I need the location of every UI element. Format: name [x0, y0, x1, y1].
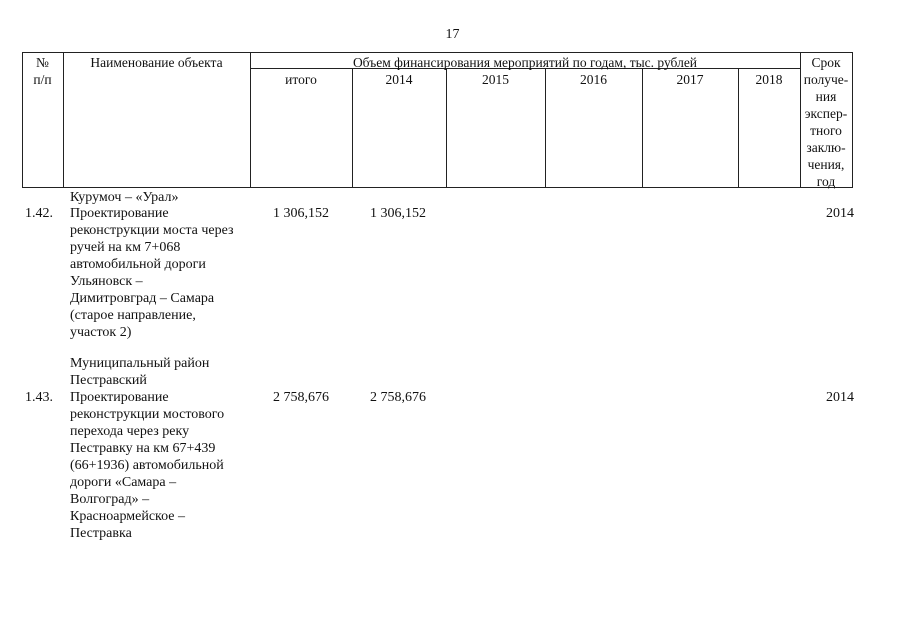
- header-name-col: Наименование объекта: [90, 55, 223, 70]
- row-1-42-term: 2014: [826, 206, 854, 221]
- row-1-43-total: 2 758,676: [273, 390, 329, 405]
- row-1-43-term: 2014: [826, 390, 854, 405]
- header-term-col: Срок получе- ния экспер- тного заклю- чения, год: [803, 55, 849, 189]
- row-1-42-num: 1.42.: [25, 206, 53, 221]
- header-year-2018: 2018: [755, 72, 783, 87]
- row-1-43-2014: 2 758,676: [370, 390, 426, 405]
- row-1-42-name: Проектирование реконструкции моста через ручей на км 7+068 автомобильной дороги Ульяновск – Димитровград – Самара (старое направление, участок 2): [70, 206, 234, 340]
- header-top-border: [22, 52, 852, 53]
- row-1-43-pre-text: Муниципальный район Пестравский: [70, 356, 210, 388]
- row-1-42-2014: 1 306,152: [370, 206, 426, 221]
- row-1-43-num: 1.43.: [25, 390, 53, 405]
- row-1-43-name: Проектирование реконструкции мостового перехода через реку Пестравку на км 67+439 (66+1936) автомобильной дороги «Самара – Волгоград» – Красноармейское – Пестравка: [70, 390, 225, 541]
- header-year-2016: 2016: [580, 72, 607, 87]
- header-funding-group: Объем финансирования мероприятий по годам, тыс. рублей: [352, 55, 698, 70]
- header-right-border: [852, 52, 853, 188]
- page-number: 17: [445, 27, 460, 42]
- row-1-42-total: 1 306,152: [273, 206, 329, 221]
- header-total: итого: [285, 72, 317, 87]
- divider-num-name: [63, 52, 64, 188]
- header-num-col: № п/п: [33, 55, 52, 87]
- row-1-42-pre-text: Курумоч – «Урал»: [70, 190, 179, 205]
- header-year-2014: 2014: [385, 72, 413, 87]
- header-bottom-border: [22, 187, 852, 188]
- header-year-2015: 2015: [482, 72, 509, 87]
- header-year-2017: 2017: [676, 72, 704, 87]
